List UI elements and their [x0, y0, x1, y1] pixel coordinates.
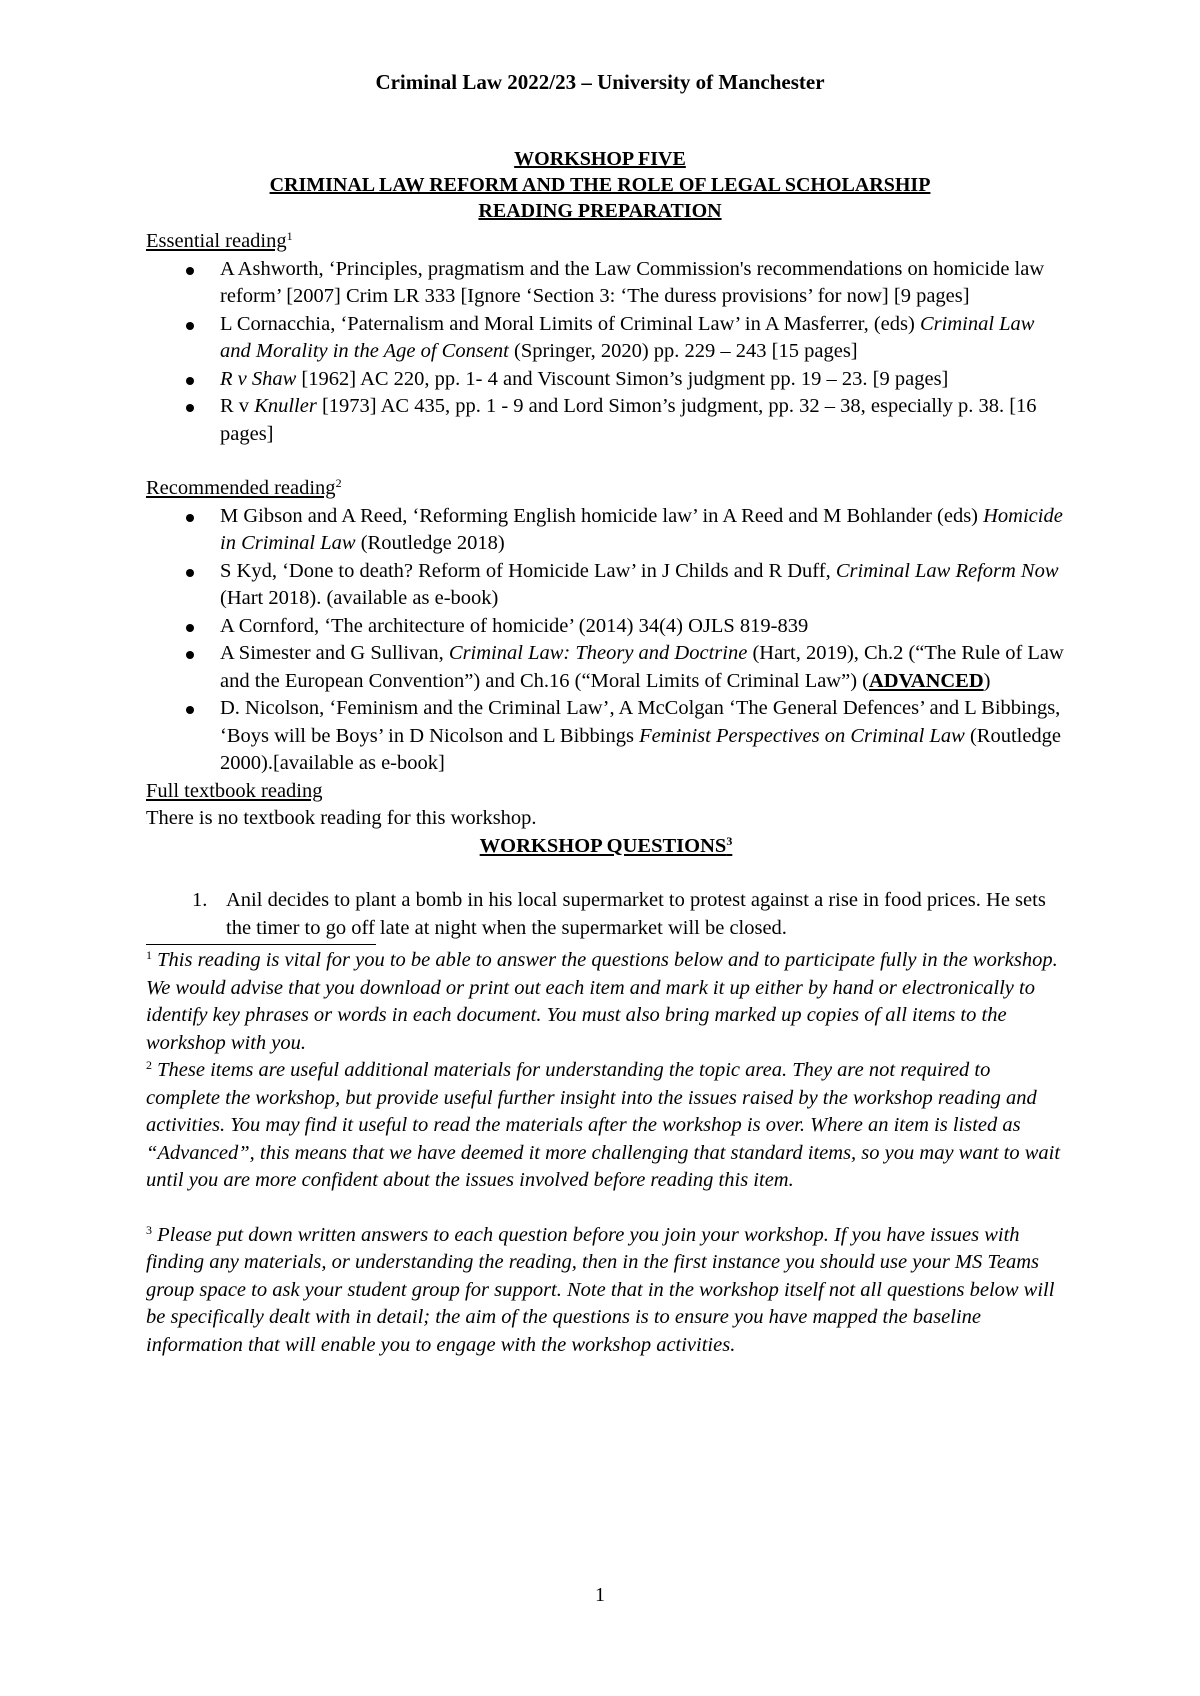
footnote-ref-3[interactable]: 3: [726, 833, 733, 848]
list-item: S Kyd, ‘Done to death? Reform of Homicide Law’ in J Childs and R Duff, Criminal Law Reform Now (Hart 2018). (available as e-book): [146, 558, 1066, 613]
footnote-separator: [146, 944, 376, 945]
list-item: D. Nicolson, ‘Feminism and the Criminal Law’, A McColgan ‘The General Defences’ and L Bibbings, ‘Boys will be Boys’ in D Nicolson and L Bibbings Feminist Perspectives on Criminal Law (Routledge 2000).[available as e-book]: [146, 695, 1066, 778]
topic-title: CRIMINAL LAW REFORM AND THE ROLE OF LEGAL SCHOLARSHIP: [269, 174, 931, 196]
recommended-reading-list: [146, 503, 1066, 778]
list-item: L Cornacchia, ‘Paternalism and Moral Limits of Criminal Law’ in A Masferrer, (eds) Criminal Law and Morality in the Age of Consent (Springer, 2020) pp. 229 – 243 [15 pages]: [146, 311, 1066, 366]
footnote-2: $^2$ These items are useful additional materials for understanding the topic area. They are not required to complete the workshop, but provide useful further insight into the issues raised by the workshop reading and activities. You may find it useful to read the materials after the workshop is over. Where an item is listed as “Advanced”, this means that we have deemed it more challenging that standard items, so you may want to wait until you are more confident about the issues involved before reading this item.: [146, 1058, 1061, 1191]
page-number: 1: [595, 1584, 605, 1606]
textbook-heading: Full textbook reading: [146, 779, 323, 802]
footnote-3: $^3$ Please put down written answers to each question before you join your workshop. If you have issues with finding any materials, or understanding the reading, then in the first instance you should use your MS Teams group space to ask your student group for support. Note that in the workshop itself not all questions below will be specifically dealt with in detail; the aim of the questions is to ensure you have mapped the baseline information that will enable you to engage with the workshop activities.: [146, 1222, 1055, 1356]
footnote-1: $^1$ This reading is vital for you to be able to answer the questions below and to participate fully in the workshop. We would advise that you download or print out each item and mark it up either by hand or electronically to identify key phrases or words in each document. You must also bring marked up copies of all items to the workshop with you.: [146, 948, 1058, 1054]
course-header: Criminal Law 2022/23 – University of Manchester: [375, 70, 825, 94]
main-content: [146, 228, 1066, 1359]
textbook-text: There is no textbook reading for this workshop.: [146, 807, 537, 829]
list-item: A Cornford, ‘The architecture of homicide’ (2014) 34(4) OJLS 819-839: [146, 613, 1066, 641]
section-title: READING PREPARATION: [478, 200, 722, 222]
footnote-ref-2[interactable]: 2: [335, 476, 342, 490]
list-item: M Gibson and A Reed, ‘Reforming English homicide law’ in A Reed and M Bohlander (eds) Homicide in Criminal Law (Routledge 2018): [146, 503, 1066, 558]
question-number: 1.: [192, 889, 208, 911]
question-text: Anil decides to plant a bomb in his local supermarket to protest against a rise in food prices. He sets the timer to go off late at night when the supermarket will be closed.: [226, 889, 1046, 939]
workshop-title: WORKSHOP FIVE: [514, 148, 686, 170]
list-item: R v Shaw [1962] AC 220, pp. 1- 4 and Viscount Simon’s judgment pp. 19 – 23. [9 pages]: [146, 366, 1066, 394]
list-item: A Ashworth, ‘Principles, pragmatism and the Law Commission's recommendations on homicide law reform’ [2007] Crim LR 333 [Ignore ‘Section 3: ‘The duress provisions’ for now] [9 pages]: [146, 256, 1066, 311]
essential-reading-heading: Essential reading$^1$: [146, 229, 293, 252]
list-item: R v Knuller [1973] AC 435, pp. 1 - 9 and Lord Simon’s judgment, pp. 32 – 38, especially p. 38. [16 pages]: [146, 393, 1066, 448]
recommended-reading-heading: Recommended reading$^2$: [146, 476, 342, 499]
title-block: [0, 146, 1200, 224]
list-item: A Simester and G Sullivan, Criminal Law: Theory and Doctrine (Hart, 2019), Ch.2 (“The Rule of Law and the European Convention”) and Ch.16 (“Moral Limits of Criminal Law”) (ADVANCED): [146, 640, 1066, 695]
question-item: [146, 887, 1066, 942]
essential-reading-list: [146, 256, 1066, 449]
advanced-label: ADVANCED: [869, 669, 984, 692]
footnote-ref-1[interactable]: 1: [286, 229, 293, 243]
questions-heading: WORKSHOP QUESTIONS$^3$: [479, 833, 733, 857]
